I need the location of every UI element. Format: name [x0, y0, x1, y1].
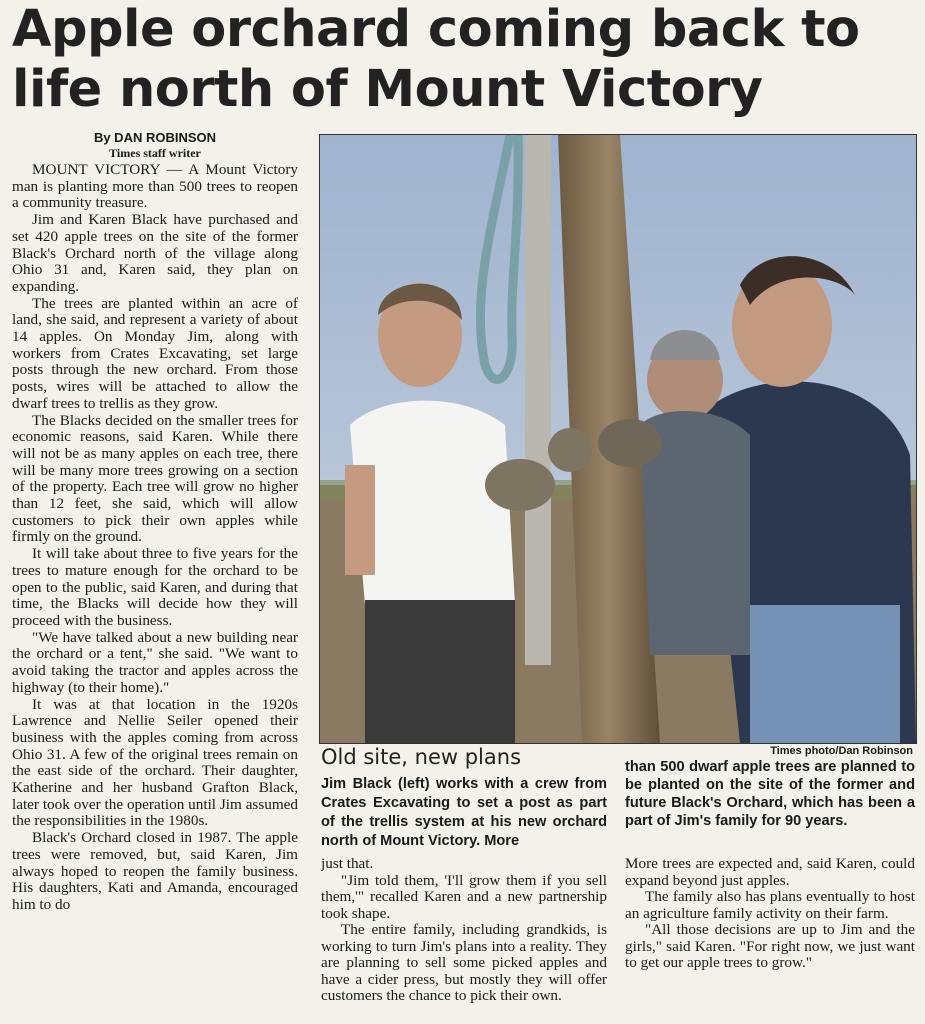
paragraph: More trees are expected and, said Karen, could expand beyond just apples.: [625, 856, 915, 889]
paragraph: "Jim told them, 'I'll grow them if you sell them,'" recalled Karen and a new partnership took shape.: [321, 871, 607, 922]
caption-text-right: than 500 dwarf apple trees are planned to be planted on the site of the former and future Black's Orchard, which has been a part of Jim's family for 90 years.: [625, 759, 915, 829]
paragraph: Black's Orchard closed in 1987. The apple trees were removed, but, said Karen, Jim always hoped to reopen the family business. His daughters, Kati and Amanda, encouraged him to do: [12, 829, 298, 913]
paragraph: It will take about three to five years for the trees to mature enough for the orchard to be open to the public, said Karen, and during that time, the Blacks will decide how they will proceed with the business.: [12, 545, 298, 629]
paragraph: "All those decisions are up to Jim and the girls," said Karen. "For right now, we just want to get our apple trees to grow.": [625, 921, 915, 971]
photo-credit: Times photo/Dan Robinson: [770, 745, 913, 757]
paragraph: It was at that location in the 1920s Lawrence and Nellie Seiler opened their business with the apples coming from across Ohio 31. A few of the original trees remain on the east side of the orchard. Their daughter, Katherine and her husband Grafton Black, later took over the operation until Jim assumed the responsibilities in the 1980s.: [12, 695, 298, 830]
paragraph: "We have talked about a new building near the orchard or a tent," she said. "We want to avoid taking the tractor and apples across the highway (to their home).": [12, 628, 298, 696]
paragraph: Jim and Karen Black have purchased and set 420 apple trees on the site of the former Black's Orchard north of the village along Ohio 31 and, Karen said, they plan on expanding.: [12, 211, 298, 295]
caption-headline: Old site, new plans: [321, 745, 522, 769]
paragraph: just that.: [321, 856, 374, 872]
paragraph: The trees are planted within an acre of land, she said, and represent a variety of about 14 apples. On Monday Jim, along with workers from Crates Excavating, set large posts through the new orchard. From those posts, wires will be attached to allow the dwarf trees to trellis as they grow.: [12, 294, 298, 412]
article-column-2: [321, 856, 607, 1021]
paragraph: MOUNT VICTORY — A Mount Victory man is planting more than 500 trees to reopen a community treasure.: [12, 161, 298, 212]
byline: By DAN ROBINSON: [93, 130, 217, 145]
byline-role: Times staff writer: [109, 146, 201, 160]
news-photo: [319, 134, 917, 744]
headline: Apple orchard coming back to life north of Mount Victory: [12, 0, 860, 119]
article-column-1: [12, 130, 298, 1020]
paragraph: The Blacks decided on the smaller trees for economic reasons, said Karen. While there will not be as many apples on each tree, there will be many more trees growing on a section of the property. Each tree will grow no higher than 12 feet, she said, which will allow customers to pick their own apples while firmly on the ground.: [12, 411, 298, 546]
paragraph: The family also has plans eventually to host an agriculture family activity on their farm.: [625, 888, 915, 922]
paragraph: The entire family, including grandkids, is working to turn Jim's plans into a reality. They are planning to sell some picked apples and have a cider press, but mostly they will offer customers the chance to pick their own.: [321, 921, 607, 1004]
article-column-3: [625, 856, 915, 1021]
caption-text-left: Jim Black (left) works with a crew from Crates Excavating to set a post as part of the trellis system at his new orchard north of Mount Victory. More: [321, 776, 607, 849]
